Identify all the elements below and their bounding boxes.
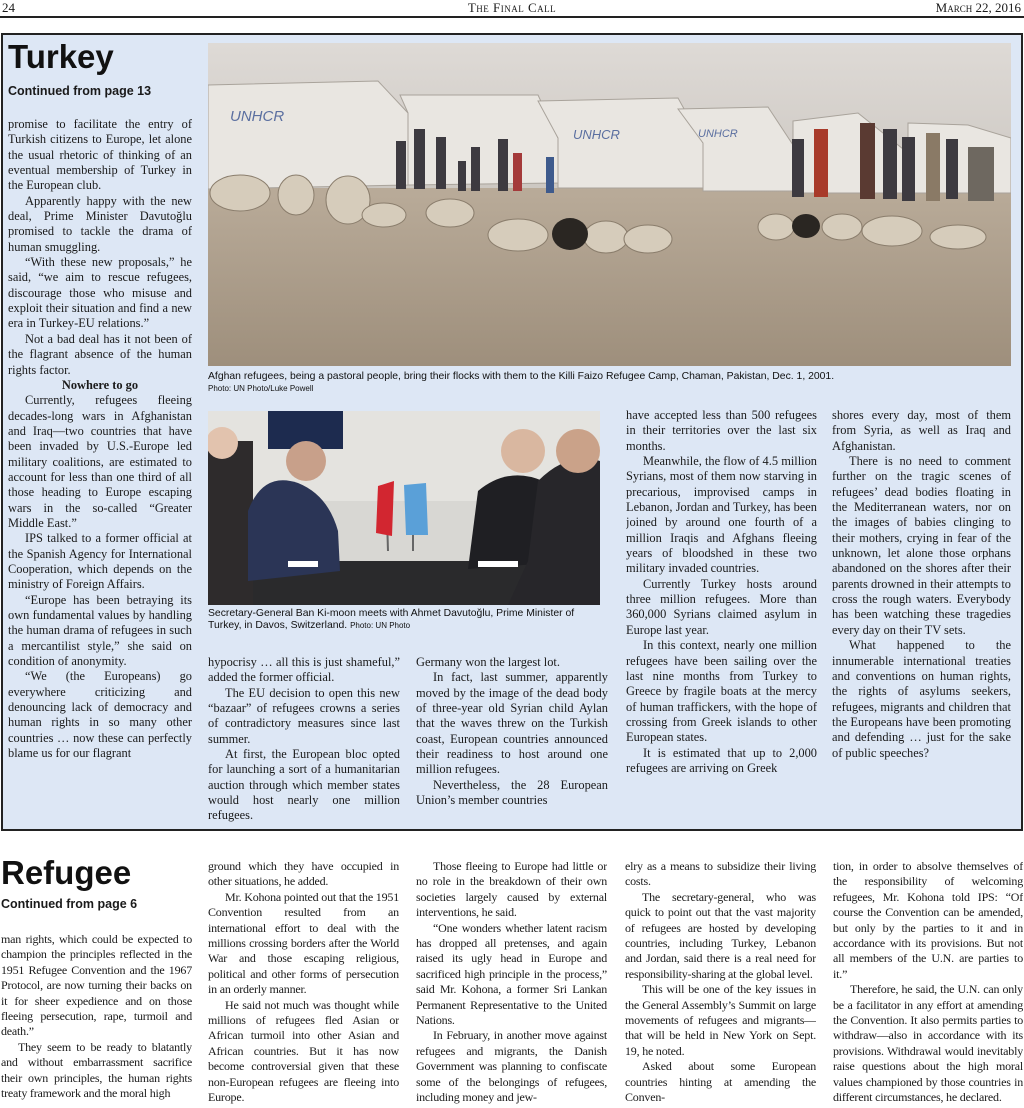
paragraph: The EU decision to open this new “bazaar” of refugees crowns a series of contradictory measures since last summer. xyxy=(208,685,400,746)
meeting-caption-text: Secretary-General Ban Ki-moon meets with Ahmet Davutoğlu, Prime Minister of Turkey, in Davos, Switzerland. xyxy=(208,608,575,631)
paragraph: There is no need to comment further on the tragic scenes of refugees’ dead bodies floating in the Mediterranean waters, nor on the images of babies clinging to their mothers, crying in fear of the unknown, let alone those orphans abandoned on the shores after their parents drowned in their attempts to cross the rough waters. Everybody has been watching these tragedies every day on their TV sets. xyxy=(832,454,1011,637)
refugee-camp-photo xyxy=(208,43,1011,366)
paragraph: “One wonders whether latent racism has dropped all pretenses, and again raised its ugly head in Europe and sacrificed high principle in the process,” said Mr. Kohona, a former Sri Lankan Permanent Representative to the United Nations. xyxy=(416,920,607,1028)
paragraph: He said not much was thought while millions of refugees fled Asian or African turmoil into other Asian and African countries. But it has now become controversial given that these non-European refugees are fleeing into Europe. xyxy=(208,997,399,1104)
paragraph: Those fleeing to Europe had little or no role in the breakdown of their own societies largely caused by external interventions, he said. xyxy=(416,859,607,920)
paragraph: Nevertheless, the 28 European Union’s member countries xyxy=(416,777,608,808)
paragraph: IPS talked to a former official at the Spanish Agency for International Cooperation, which depends on the ministry of Foreign Affairs. xyxy=(8,531,192,592)
refugee-column-2 xyxy=(208,859,399,1104)
paragraph: Apparently happy with the new deal, Prime Minister Davutoğlu promised to tackle the drama of human smuggling. xyxy=(8,193,192,254)
paragraph: This will be one of the key issues in the General Assembly’s Summit on large movements of refugees and migrants—that will be held in New York on Sept. 19, he noted. xyxy=(625,982,816,1058)
refugee-column-4 xyxy=(625,859,816,1104)
turkey-column-3 xyxy=(416,655,608,825)
paragraph: The secretary-general, who was quick to point out that the vast majority of refugees are hosted by developing countries, including Turkey, Lebanon and Jordan, said there is a real need for responsibility-sharing at the global level. xyxy=(625,889,816,981)
page-header xyxy=(0,0,1024,16)
paragraph: Mr. Kohona pointed out that the 1951 Convention resulted from an international effort to deal with the millions crossing borders after the World War and those escaping religious, political and other forms of persecution in an orderly manner. xyxy=(208,889,399,997)
camp-caption-text: Afghan refugees, being a pastoral people, bring their flocks with them to the Killi Faizo Refugee Camp, Chaman, Pakistan, Dec. 1, 2001. xyxy=(208,371,835,382)
paragraph: Asked about some European countries hinting at amending the Conven- xyxy=(625,1059,816,1104)
publication-name: The Final Call xyxy=(467,0,557,15)
paragraph: elry as a means to subsidize their living costs. xyxy=(625,859,816,889)
refugee-headline: Refugee xyxy=(1,854,132,891)
turkey-column-4 xyxy=(626,408,817,825)
paragraph: promise to facilitate the entry of Turkish citizens to Europe, let alone the usual rhetoric of thinking of an eventual membership of Turkey in the European club. xyxy=(8,117,192,193)
refugee-continued-label: Continued from page 6 xyxy=(1,897,138,911)
meeting-photo-caption xyxy=(208,608,604,632)
meeting-photo-credit: Photo: UN Photo xyxy=(350,621,411,630)
paragraph: It is estimated that up to 2,000 refugees are arriving on Greek xyxy=(626,745,817,775)
refugee-camp-illustration xyxy=(208,43,1011,366)
paragraph: They seem to be ready to blatantly and without embarrassment sacrifice their own principles, the human rights treaty framework and the moral high xyxy=(1,1039,192,1101)
turkey-continued-label: Continued from page 13 xyxy=(8,84,152,98)
paragraph: ground which they have occupied in other situations, he added. xyxy=(208,859,399,889)
refugee-column-3 xyxy=(416,859,607,1104)
paragraph: Therefore, he said, the U.N. can only be a facilitator in any effort at amending the Convention. It also permits parties to withdraw—also in accordance with its provisions. Withdrawal would inevitably raise questions about the high moral values championed by those countries in different circumstances, he declared. xyxy=(833,982,1023,1104)
paragraph: Germany won the largest lot. xyxy=(416,655,560,669)
tent-label-2: UNHCR xyxy=(573,127,620,142)
paragraph: tion, in order to absolve themselves of the responsibility of welcoming refugees, Mr. Kohona told IPS: “Of course the Convention can be amended, but only by the parties to it and in accordance with its provisions. But not all members of the U.N. are parties to it.” xyxy=(833,859,1023,981)
paragraph: Meanwhile, the flow of 4.5 million Syrians, most of them now starving in precarious, improvised camps in Lebanon, Jordan and Turkey, has been joined by around one fourth of a million Iraqis and Afghans fleeing years of bloodshed in these two military invaded countries. xyxy=(626,454,817,576)
issue-date: March 22, 2016 xyxy=(935,0,1021,15)
turkey-column-2 xyxy=(208,655,400,825)
turkey-column-1 xyxy=(8,117,192,825)
subhead-nowhere-to-go: Nowhere to go xyxy=(61,377,139,392)
paragraph: have accepted less than 500 refugees in their territories over the last six months. xyxy=(626,408,817,453)
camp-photo-caption xyxy=(208,371,1008,395)
paragraph: Currently Turkey hosts around three million refugees. More than 360,000 Syrians claimed asylum in Europe last year. xyxy=(626,576,817,637)
paragraph: “With these new proposals,” he said, “we aim to rescue refugees, discourage those who misuse and exploit their situation and find a new era in Turkey-EU relations.” xyxy=(8,255,192,331)
meeting-illustration xyxy=(208,411,600,605)
paragraph: At first, the European bloc opted for launching a sort of a humanitarian auction through which member states would host nearly one million refugees. xyxy=(208,747,400,823)
refugee-column-5 xyxy=(833,859,1023,1104)
turkey-column-5 xyxy=(832,408,1011,825)
header-rule xyxy=(0,16,1024,18)
paragraph: man rights, which could be expected to champion the principles reflected in the 1951 Refugee Convention and the 1967 Protocol, are now turning their backs on it for sheer expedience and on those fleeing persecution, rape, turmoil and death.” xyxy=(1,932,192,1039)
paragraph: “Europe has been betraying its own fundamental values by handling the human drama of refugees in such a mercantilist style,” she said on condition of anonymity. xyxy=(8,592,192,669)
refugee-column-1 xyxy=(1,932,192,1104)
paragraph: In February, in another move against refugees and migrants, the Danish Government was planning to confiscate some of the belongings of refugees, including money and jew- xyxy=(416,1028,607,1104)
paragraph: Not a bad deal has it not been of the flagrant absence of the human rights factor. xyxy=(8,331,192,377)
paragraph: shores every day, most of them from Syria, as well as Iraq and Afghanistan. xyxy=(832,408,1011,453)
paragraph: “We (the Europeans) go everywhere criticizing and denouncing lack of democracy and human rights in so many other countries … now these can perfectly blame us for our flagrant xyxy=(8,669,192,761)
meeting-photo xyxy=(208,411,600,605)
turkey-headline: Turkey xyxy=(8,38,114,75)
tent-label-3: UNHCR xyxy=(698,128,738,140)
paragraph: In fact, last summer, apparently moved by the image of the dead body of three-year old Syrian child Aylan that the waves threw on the Turkish coast, European countries announced their readiness to host around one million refugees. xyxy=(416,670,608,777)
tent-label-1: UNHCR xyxy=(230,108,285,125)
paragraph: What happened to the innumerable international treaties and conventions on human rights, the rights of asylums seekers, refugees, migrants and children that the Europeans have been promoting and defending … just for the sake of public speeches? xyxy=(832,638,1011,760)
camp-photo-credit: Photo: UN Photo/Luke Powell xyxy=(208,384,314,393)
paragraph: hypocrisy … all this is just shameful,” added the former official. xyxy=(208,655,400,685)
paragraph: Currently, refugees fleeing decades-long wars in Afghanistan and Iraq—two countries that have been invaded by U.S.-Europe led military coalitions, are estimated to account for less than one third of all those heading to Europe escaping wars in the so-called “Greater Middle East.” xyxy=(8,393,192,530)
paragraph: In this context, nearly one million refugees have been sailing over the last nine months from Turkey to Greece by fragile boats at the mercy of human traffickers, with the hope of crossing from Greek islands to other European states. xyxy=(626,638,817,745)
page-number: 24 xyxy=(2,0,15,15)
